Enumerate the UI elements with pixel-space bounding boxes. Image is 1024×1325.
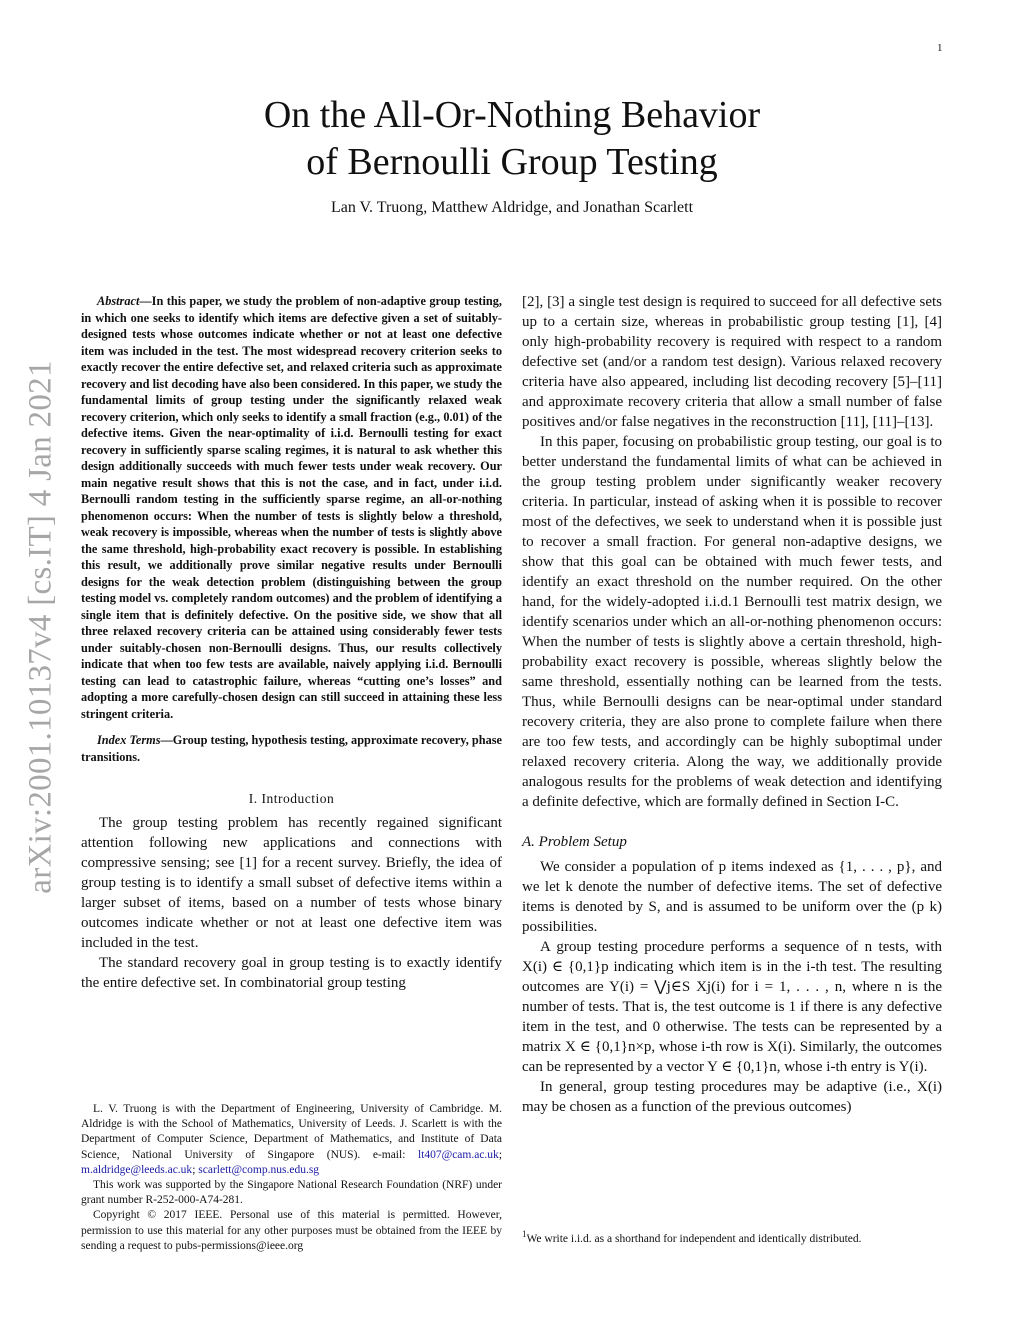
subsection-heading-problem-setup: A. Problem Setup: [522, 834, 627, 850]
setup-paragraph-2: A group testing procedure performs a sequence of n tests, with X(i) ∈ {0,1}p indicating which item is in the i-th test. The resulting outcomes are Y(i) = ⋁j∈S Xj(i) for i = 1, . . . , n, where n is the number of tests. That is, the test outcome is 1 if there is any defective item in the test, and 0 otherwise. The tests can be represented by a matrix X ∈ {0,1}n×p, whose i-th row is X(i). Similarly, the outcomes can be represented by a vector Y ∈ {0,1}n, whose i-th entry is Y(i).: [522, 939, 942, 1075]
intro-paragraph-2: The standard recovery goal in group testing is to exactly identify the entire defective set. In combinatorial group testing: [81, 955, 502, 991]
page-number: 1: [937, 42, 943, 54]
right-paragraph-1: [2], [3] a single test design is required to succeed for all defective sets up to a certain size, whereas in probabilistic group testing [1], [4] only high-probability recovery is required with respect to a random defective set (and/or a random test design). Various relaxed recovery criteria have also appeared, including list decoding recovery [5]–[11] and approximate recovery criteria that allow a small number of false positives and/or false negatives in the reconstruction [11], [11]–[13].: [522, 294, 942, 430]
title-line-2: of Bernoulli Group Testing: [306, 141, 718, 183]
footnote-1: [522, 1227, 942, 1247]
left-column: [81, 293, 502, 993]
affiliation-footnotes: [81, 1102, 502, 1254]
footnote-grant: This work was supported by the Singapore National Research Foundation (NRF) under grant number R-252-000-A74-281.: [81, 1179, 502, 1207]
right-paragraph-2: In this paper, focusing on probabilistic group testing, our goal is to better understand the fundamental limits of what can be achieved in the group testing problem under significantly weaker recovery criteria. In particular, instead of asking when it is possible to recover most of the defectives, we seek to understand when it is possible just to recover a small fraction. For general non-adaptive designs, we show that this goal can be obtained with much fewer tests, and identify an exact threshold on the number required. On the other hand, for the widely-adopted i.i.d.1 Bernoulli test matrix design, we identify scenarios under which an all-or-nothing phenomenon occurs: When the number of tests is slightly above a certain threshold, high-probability exact recovery is possible, whereas slightly below the same threshold, essentially nothing can be learned from the tests. Thus, while Bernoulli designs can be near-optimal under standard recovery criteria, they are also prone to complete failure when there are too few tests, and accordingly can be highly suboptimal under relaxed recovery criteria. Along the way, we additionally provide analogous results for the problems of weak detection and identifying a definite defective, which are formally defined in Section I-C.: [522, 434, 942, 810]
section-heading-introduction: I. Introduction: [248, 791, 335, 806]
title-line-1: On the All-Or-Nothing Behavior: [263, 94, 761, 136]
setup-paragraph-1: We consider a population of p items indexed as {1, . . . , p}, and we let k denote the number of defective items. The set of defective items is denoted by S, and is assumed to be uniform over the (p k) possibilities.: [522, 859, 942, 935]
index-terms-text: —Group testing, hypothesis testing, approximate recovery, phase transitions.: [81, 733, 502, 764]
footnote-copyright: Copyright © 2017 IEEE. Personal use of this material is permitted. However, permission to use this material for any other purposes must be obtained from the IEEE by sending a request to pubs-permissions@ieee.org: [81, 1209, 502, 1252]
arxiv-stamp-text[interactable]: arXiv:2001.10137v4 [cs.IT] 4 Jan 2021: [22, 360, 59, 894]
abstract-text: —In this paper, we study the problem of non-adaptive group testing, in which one seeks to identify which items are defective given a set of suitably-designed tests whose outcomes indicate whether or not at least one defective item was included in the test. The most widespread recovery criterion seeks to exactly recover the entire defective set, and relaxed criteria such as approximate recovery and list decoding have also been considered. In this paper, we study the fundamental limits of group testing under the significantly relaxed weak recovery criterion, which only seeks to identify a small fraction (e.g., 0.01) of the defective items. Given the near-optimality of i.i.d. Bernoulli testing for exact recovery in sufficiently sparse scaling regimes, it is natural to ask whether this design additionally succeeds with much fewer tests under weak recovery. Our main negative result shows that this is not the case, and in fact, under i.i.d. Bernoulli random testing in the sufficiently sparse regime, an all-or-nothing phenomenon occurs: When the number of tests is slightly below a threshold, weak recovery is impossible, whereas when the number of tests is slightly above the same threshold, high-probability exact recovery is possible. In establishing this result, we additionally prove similar negative results under Bernoulli designs for the weak detection problem (distinguishing between the group testing model vs. completely random outcomes) and the problem of identifying a single item that is definitely defective. On the positive side, we show that all three relaxed recovery criteria can be attained using considerably fewer tests under suitably-chosen non-Bernoulli designs. Thus, our results collectively indicate that when too few tests are available, naively applying i.i.d. Bernoulli testing can lead to catastrophic failure, whereas “cutting one’s losses” and adopting a more carefully-chosen design can still succeed in attaining these less stringent criteria.: [81, 294, 502, 721]
abstract: [81, 293, 502, 722]
footnote-affiliation-text: L. V. Truong is with the Department of Engineering, University of Cambridge. M. Aldridge is with the School of Mathematics, University of Leeds. J. Scarlett is with the Department of Computer Science, Department of Mathematics, and Institute of Data Science, National University of Singapore (NUS). e-mail:: [81, 1103, 502, 1161]
arxiv-stamp[interactable]: [18, 353, 64, 901]
index-terms-label: Index Terms: [97, 733, 161, 747]
email-link-scarlett[interactable]: scarlett@comp.nus.edu.sg: [198, 1163, 320, 1176]
footnote-1-text: We write i.i.d. as a shorthand for independent and identically distributed.: [526, 1232, 862, 1245]
email-link-aldridge[interactable]: m.aldridge@leeds.ac.uk: [81, 1163, 193, 1176]
abstract-label: Abstract: [97, 294, 140, 308]
paper-title: [0, 92, 1024, 186]
setup-paragraph-3: In general, group testing procedures may be adaptive (i.e., X(i) may be chosen as a function of the previous outcomes): [522, 1079, 942, 1115]
right-column: [522, 292, 942, 1117]
footnote-affiliation: L. V. Truong is with the Department of Engineering, University of Cambridge. M. Aldridge is with the School of Mathematics, University of Leeds. J. Scarlett is with the Department of Computer Science, Department of Mathematics, and Institute of Data Science, National University of Singapore (NUS). e-mail: lt407@cam.ac.uk; m.aldridge@leeds.ac.uk; scarlett@comp.nus.edu.sg: [81, 1103, 503, 1176]
author-list: Lan V. Truong, Matthew Aldridge, and Jonathan Scarlett: [330, 199, 694, 216]
intro-paragraph-1: The group testing problem has recently regained significant attention following new applications and connections with compressive sensing; see [1] for a recent survey. Briefly, the idea of group testing is to identify a small subset of defective items within a larger subset of items, based on a number of tests whose binary outcomes indicate whether or not at least one defective item was included in the test.: [81, 815, 502, 951]
footnote-1-mark: 1: [522, 1229, 527, 1239]
email-link-truong[interactable]: lt407@cam.ac.uk: [417, 1148, 499, 1161]
index-terms: [81, 732, 502, 765]
